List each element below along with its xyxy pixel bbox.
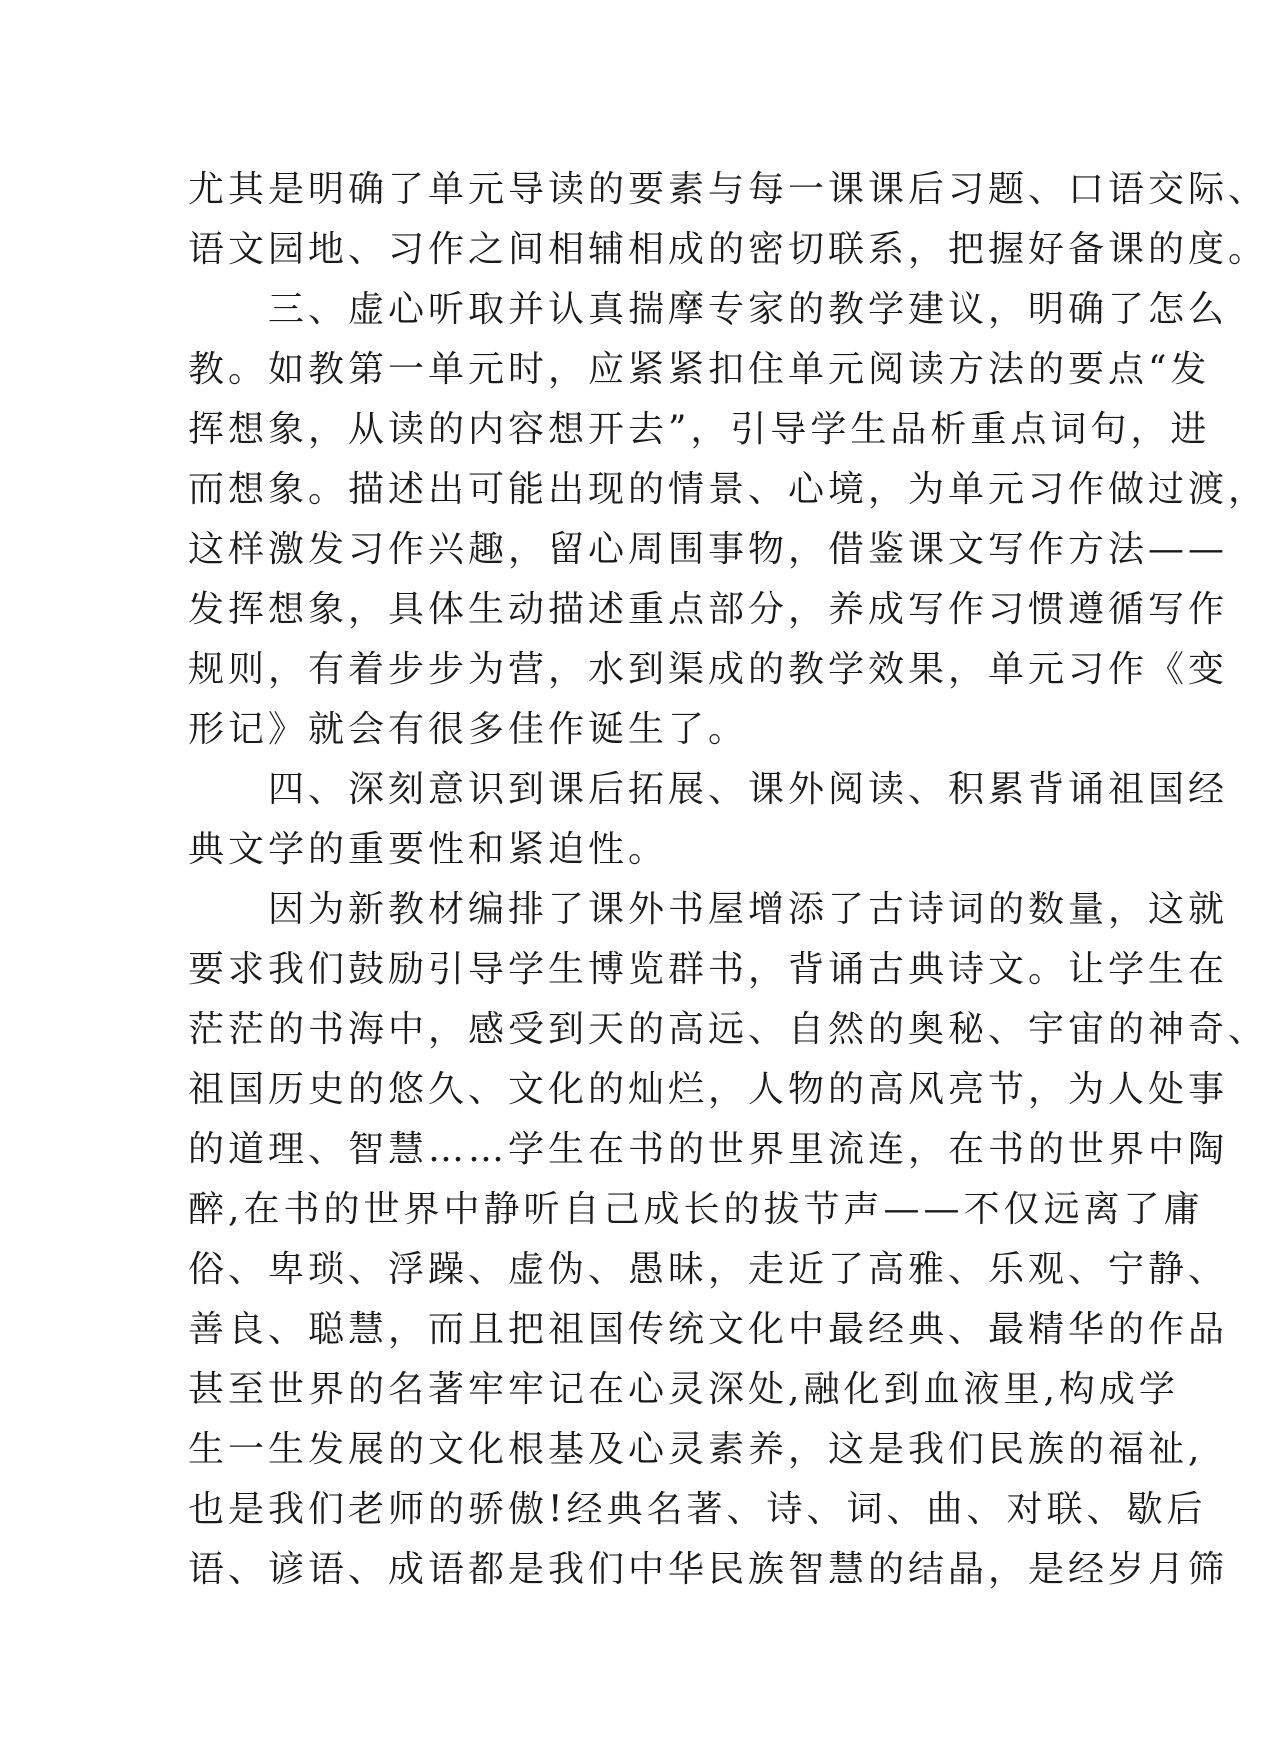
text-line: 的道理、智慧……学生在书的世界里流连，在书的世界中陶 (188, 1129, 1229, 1170)
text-line: 要求我们鼓励引导学生博览群书，背诵古典诗文。让学生在 (188, 949, 1229, 990)
text-line: 茫茫的书海中，感受到天的高远、自然的奥秘、宇宙的神奇、 (188, 1009, 1268, 1050)
body-text (188, 160, 1268, 1600)
text-line: 善良、聪慧，而且把祖国传统文化中最经典、最精华的作品 (188, 1309, 1229, 1350)
text-line: 语文园地、习作之间相辅相成的密切联系，把握好备课的度。 (188, 229, 1268, 270)
text-line: 醉,在书的世界中静听自己成长的拔节声——不仅远离了庸 (188, 1189, 1204, 1230)
text-line: 俗、卑琐、浮躁、虚伪、愚昧，走近了高雅、乐观、宁静、 (188, 1249, 1229, 1290)
text-line: 而想象。描述出可能出现的情景、心境，为单元习作做过渡， (188, 469, 1268, 510)
text-line: 生一生发展的文化根基及心灵素养，这是我们民族的福祉, (188, 1429, 1204, 1470)
text-line: 甚至世界的名著牢牢记在心灵深处,融化到血液里,构成学 (188, 1369, 1179, 1410)
text-line: 规则，有着步步为营，水到渠成的教学效果，单元习作《变 (188, 649, 1229, 690)
text-line: 因为新教材编排了课外书屋增添了古诗词的数量，这就 (188, 889, 1229, 930)
text-line: 教。如教第一单元时，应紧紧扣住单元阅读方法的要点“发 (188, 349, 1211, 390)
text-line: 这样激发习作兴趣，留心周围事物，借鉴课文写作方法—— (188, 529, 1229, 570)
text-line: 形记》就会有很多佳作诞生了。 (188, 709, 749, 750)
text-line: 尤其是明确了单元导读的要素与每一课课后习题、口语交际、 (188, 169, 1268, 210)
text-line: 典文学的重要性和紧迫性。 (188, 829, 669, 870)
text-line: 也是我们老师的骄傲!经典名著、诗、词、曲、对联、歇后 (188, 1489, 1207, 1530)
text-line: 发挥想象，具体生动描述重点部分，养成写作习惯遵循写作 (188, 589, 1229, 630)
text-line: 语、谚语、成语都是我们中华民族智慧的结晶，是经岁月筛 (188, 1549, 1229, 1590)
text-line: 四、深刻意识到课后拓展、课外阅读、积累背诵祖国经 (188, 769, 1229, 810)
text-line: 祖国历史的悠久、文化的灿烂，人物的高风亮节，为人处事 (188, 1069, 1229, 1110)
text-line: 挥想象，从读的内容想开去”，引导学生品析重点词句，进 (188, 409, 1211, 450)
text-line: 三、虚心听取并认真揣摩专家的教学建议，明确了怎么 (188, 289, 1229, 330)
